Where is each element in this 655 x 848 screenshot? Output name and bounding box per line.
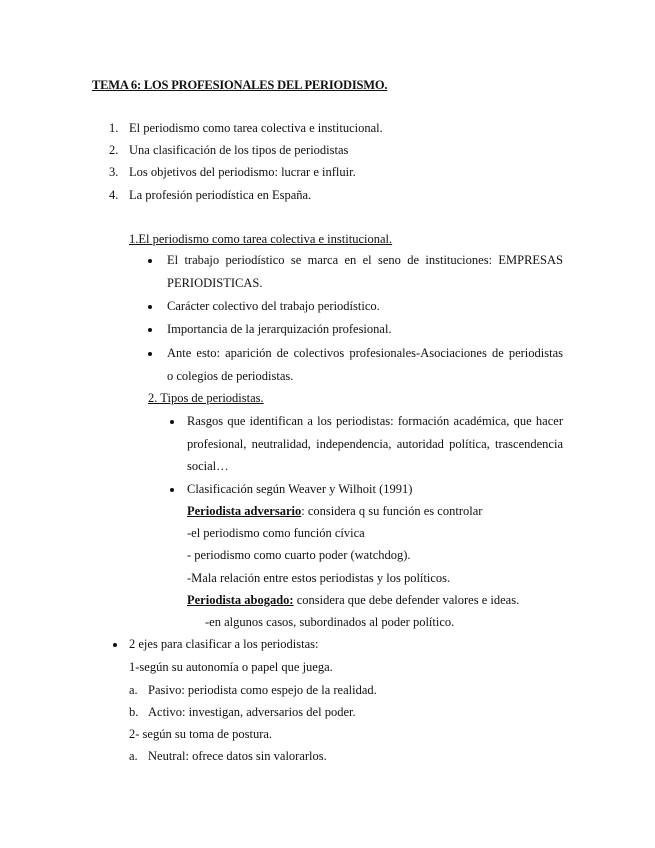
bullet-icon xyxy=(113,643,117,647)
outline-marker: 4. xyxy=(109,188,119,202)
adversario-detail: -Mala relación entre estos periodistas y los políticos. xyxy=(187,571,451,585)
list-item: Neutral: ofrece datos sin valorarlos. xyxy=(148,749,327,763)
bullet-icon xyxy=(170,488,174,492)
list-marker: a. xyxy=(129,683,138,697)
adversario-detail: -el periodismo como función cívica xyxy=(187,526,365,540)
outline-marker: 2. xyxy=(109,143,119,157)
outline-item: La profesión periodística en España. xyxy=(129,188,312,202)
outline-item: El periodismo como tarea colectiva e institucional. xyxy=(129,121,383,135)
adversario-label: Periodista adversario xyxy=(187,504,302,518)
bullet-icon xyxy=(170,420,174,424)
abogado-desc: considera que debe defender valores e ideas. xyxy=(293,593,520,607)
bullet-icon xyxy=(148,352,152,356)
page-title: TEMA 6: LOS PROFESIONALES DEL PERIODISMO. xyxy=(92,78,388,92)
outline-item: Una clasificación de los tipos de periodistas xyxy=(129,143,349,157)
adversario-detail: - periodismo como cuarto poder (watchdog). xyxy=(187,548,411,562)
bullet-text: Ante esto: aparición de colectivos profesionales-Asociaciones de periodistas xyxy=(167,346,563,360)
bullet-text: Carácter colectivo del trabajo periodístico. xyxy=(167,299,380,313)
bullet-icon xyxy=(148,328,152,332)
section-heading: 1.El periodismo como tarea colectiva e institucional. xyxy=(129,232,393,246)
bullet-text: Importancia de la jerarquización profesional. xyxy=(167,322,392,336)
bullet-text-cont: PERIODISTICAS. xyxy=(167,276,263,290)
bullet-text: El trabajo periodístico se marca en el seno de instituciones: EMPRESAS xyxy=(167,253,563,267)
abogado-label: Periodista abogado: xyxy=(187,593,294,607)
outline-marker: 3. xyxy=(109,165,119,179)
criterion-line: 2- según su toma de postura. xyxy=(129,727,273,741)
list-marker: a. xyxy=(129,749,138,763)
adversario-line xyxy=(187,504,482,519)
abogado-detail: -en algunos casos, subordinados al poder político. xyxy=(205,615,455,629)
bullet-text-cont: social… xyxy=(187,459,229,473)
bullet-text-cont: o colegios de periodistas. xyxy=(167,369,294,383)
list-item: Pasivo: periodista como espejo de la realidad. xyxy=(148,683,377,697)
section-heading: 2. Tipos de periodistas. xyxy=(148,391,264,405)
bullet-text: Rasgos que identifican a los periodistas: formación académica, que hacer xyxy=(187,414,563,428)
bullet-text: Clasificación según Weaver y Wilhoit (1991) xyxy=(187,482,413,496)
bullet-text: 2 ejes para clasificar a los periodistas: xyxy=(129,637,319,651)
list-marker: b. xyxy=(129,705,139,719)
criterion-line: 1-según su autonomía o papel que juega. xyxy=(129,660,333,674)
abogado-line xyxy=(187,593,519,608)
bullet-text-cont: profesional, neutralidad, independencia, autoridad política, trascendencia xyxy=(187,437,563,451)
bullet-icon xyxy=(148,305,152,309)
list-item: Activo: investigan, adversarios del poder. xyxy=(148,705,356,719)
outline-marker: 1. xyxy=(109,121,119,135)
bullet-icon xyxy=(148,259,152,263)
adversario-desc: : considera q su función es controlar xyxy=(301,504,483,518)
outline-item: Los objetivos del periodismo: lucrar e influir. xyxy=(129,165,356,179)
